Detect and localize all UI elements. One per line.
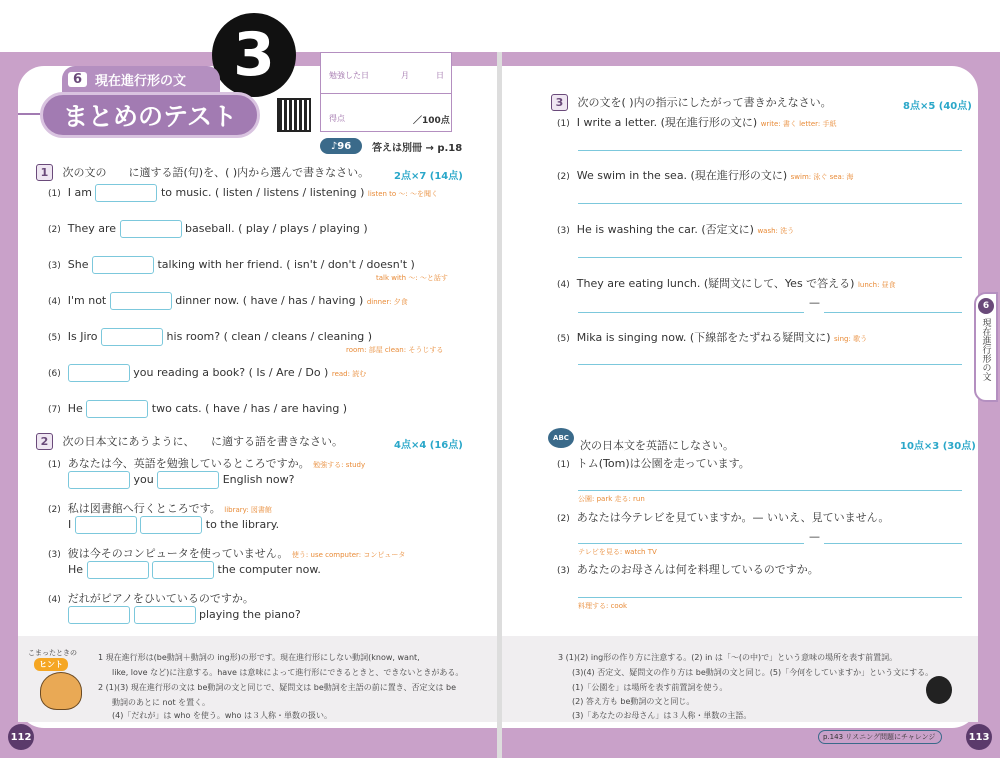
right-hint-5: (3)「あなたのお母さん」は３人称・単数の主語。: [572, 711, 752, 720]
step-badge: 3: [212, 13, 296, 97]
answer-line[interactable]: [578, 597, 962, 598]
q4-item-1: (1) トム(Tom)は公園を走っています。: [557, 457, 750, 470]
listening-link[interactable]: p.143 リスニング問題にチャレンジ: [818, 730, 942, 744]
dog-mascot-icon: [40, 672, 82, 710]
right-hint-2: (3)(4) 否定文、疑問文の作り方は be動詞の文と同じ。(5)「今何をしていますか」という文にする。: [572, 668, 934, 677]
answer-line[interactable]: [578, 257, 962, 258]
answer-box[interactable]: [120, 220, 182, 238]
answer-box[interactable]: [157, 471, 219, 489]
q1-header: [36, 164, 369, 181]
q2-item-1-en: you English now?: [68, 471, 294, 489]
right-hint-1: 3 (1)(2) ing形の作り方に注意する。(2) in は「～(の中)で」という意味の場所を表す前置詞。: [558, 653, 898, 662]
q2-number: 2: [36, 433, 53, 450]
answer-box[interactable]: [140, 516, 202, 534]
study-date-label: 勉強した日: [329, 71, 369, 80]
answer-box[interactable]: [87, 561, 149, 579]
q2-item-2-en: I to the library.: [68, 516, 279, 534]
q1-item-7: (7) He two cats. ( have / has / are having ): [48, 400, 347, 418]
answer-box[interactable]: [110, 292, 172, 310]
audio-track-button[interactable]: ♪ 96: [320, 138, 362, 154]
q1-item-2: (2) They are baseball. ( play / plays / playing ): [48, 220, 368, 238]
answer-line[interactable]: [578, 150, 962, 151]
q4-note-3: 料理する: cook: [578, 602, 628, 610]
q3-item-1: (1) I write a letter. (現在進行形の文に) write: 書く letter: 手紙: [557, 116, 837, 129]
answer-line[interactable]: [824, 312, 962, 313]
page-number-right: 113: [966, 724, 992, 750]
answer-line[interactable]: [578, 203, 962, 204]
q1-note-3: talk with ～: ～と話す: [376, 274, 448, 282]
answer-line[interactable]: [578, 490, 962, 491]
chapter-number: 6: [68, 72, 87, 87]
left-hint-1: 1 現在進行形は(be動詞＋動詞の ing形)の形です。現在進行形にしない動詞(know, want,: [98, 653, 420, 662]
answer-box[interactable]: [68, 471, 130, 489]
q2-instruction: 次の日本文にあうように、 に適する語を書きなさい。: [62, 435, 343, 448]
side-chapter-title: 現在進行形の文: [980, 318, 991, 381]
hint-word: ヒント: [34, 658, 68, 671]
left-hint-3: 2 (1)(3) 現在進行形の文は be動詞の文と同じで、疑問文は be動詞を主語の前に置き、否定文は be: [98, 683, 456, 692]
score-total: ／100点: [413, 116, 450, 126]
answer-box[interactable]: [101, 328, 163, 346]
answer-box[interactable]: [92, 256, 154, 274]
hint-title: こまったときの: [28, 649, 77, 657]
page-number-left: 112: [8, 724, 34, 750]
q3-item-4: (4) They are eating lunch. (疑問文にして、Yes で答える) lunch: 昼食: [557, 277, 896, 290]
q2-item-4-jp: (4) だれがピアノをひいているのですか。: [48, 592, 254, 605]
right-hint-3: (1)「公園を」は場所を表す前置詞を使う。: [572, 683, 728, 692]
q1-number: 1: [36, 164, 53, 181]
q3-instruction: 次の文を( )内の指示にしたがって書きかえなさい。: [577, 96, 832, 109]
dash: —: [809, 296, 820, 309]
q3-number: 3: [551, 94, 568, 111]
score-box: [320, 52, 452, 132]
side-chapter-number: 6: [978, 298, 994, 314]
answer-line[interactable]: [824, 543, 962, 544]
q1-item-4: (4) I'm not dinner now. ( have / has / having ) dinner: 夕食: [48, 292, 408, 310]
q2-header: [36, 433, 343, 450]
q2-points: 4点×4 (16点): [394, 440, 463, 451]
headphone-icon: ♪: [330, 140, 338, 152]
month-label: 月: [401, 71, 409, 80]
q1-item-3: (3) She talking with her friend. ( isn't / don't / doesn't ): [48, 256, 415, 274]
left-hint-5: (4)「だれが」は who を使う。who は３人称・単数の扱い。: [112, 711, 332, 720]
girl-mascot-icon: [926, 676, 952, 704]
header-rule: [18, 113, 40, 115]
q2-item-1-jp: (1) あなたは今、英語を勉強しているところですか。 勉強する: study: [48, 457, 366, 470]
q1-item-6: (6) you reading a book? ( Is / Are / Do ) read: 読む: [48, 364, 366, 382]
q4-points: 10点×3 (30点): [900, 441, 976, 452]
q2-item-2-jp: (2) 私は図書館へ行くところです。 library: 図書館: [48, 502, 272, 515]
q1-item-5: (5) Is Jiro his room? ( clean / cleans / cleaning ): [48, 328, 372, 346]
q3-item-3: (3) He is washing the car. (否定文に) wash: 洗う: [557, 223, 795, 236]
answer-box[interactable]: [68, 606, 130, 624]
q3-header: [551, 94, 832, 111]
dash: —: [809, 530, 820, 543]
chapter-title: 現在進行形の文: [95, 73, 187, 89]
q1-instruction: 次の文の に適する語(句)を、( )内から選んで書きなさい。: [62, 166, 370, 179]
q1-points: 2点×7 (14点): [394, 171, 463, 182]
section-banner: まとめのテスト: [40, 92, 260, 138]
answer-line[interactable]: [578, 543, 804, 544]
answer-box[interactable]: [95, 184, 157, 202]
chapter-tab: [62, 66, 220, 92]
score-label: 得点: [329, 114, 345, 123]
answer-line[interactable]: [578, 312, 804, 313]
q1-item-1: (1) I am to music. ( listen / listens / listening ) listen to ～: ～を聞く: [48, 184, 438, 202]
q2-item-3-jp: (3) 彼は今そのコンピュータを使っていません。 使う: use computer: コンピュータ: [48, 547, 406, 560]
q3-item-5: (5) Mika is singing now. (下線部をたずねる疑問文に) sing: 歌う: [557, 331, 868, 344]
answer-line[interactable]: [578, 364, 962, 365]
left-hint-2: like, love など)に注意する。have は意味によって進行形にできるときと、できないときがある。: [112, 668, 464, 677]
answer-box[interactable]: [152, 561, 214, 579]
q2-item-4-en: playing the piano?: [68, 606, 301, 624]
answer-reference: 答えは別冊 → p.18: [372, 143, 463, 154]
q4-instruction: 次の日本文を英語にしなさい。: [580, 439, 734, 452]
left-hint-4: 動詞のあとに not を置く。: [112, 698, 211, 707]
answer-box[interactable]: [86, 400, 148, 418]
answer-box[interactable]: [68, 364, 130, 382]
side-chapter-tab: [974, 292, 998, 402]
q2-item-3-en: He the computer now.: [68, 561, 321, 579]
abc-pencil-icon: ABC: [548, 428, 574, 448]
day-label: 日: [436, 71, 444, 80]
q4-note-1: 公園: park 走る: run: [578, 495, 645, 503]
q4-item-3: (3) あなたのお母さんは何を料理しているのですか。: [557, 563, 819, 576]
q4-note-2: テレビを見る: watch TV: [578, 548, 657, 556]
q1-note-5: room: 部屋 clean: そうじする: [346, 346, 444, 354]
q3-points: 8点×5 (40点): [903, 101, 972, 112]
right-hint-4: (2) 答え方も be動詞の文と同じ。: [572, 697, 695, 706]
answer-box[interactable]: [134, 606, 196, 624]
qr-code-icon: [277, 98, 311, 132]
q4-item-2: (2) あなたは今テレビを見ていますか。— いいえ、見ていません。: [557, 511, 890, 524]
answer-box[interactable]: [75, 516, 137, 534]
q3-item-2: (2) We swim in the sea. (現在進行形の文に) swim: 泳ぐ sea: 海: [557, 169, 854, 182]
